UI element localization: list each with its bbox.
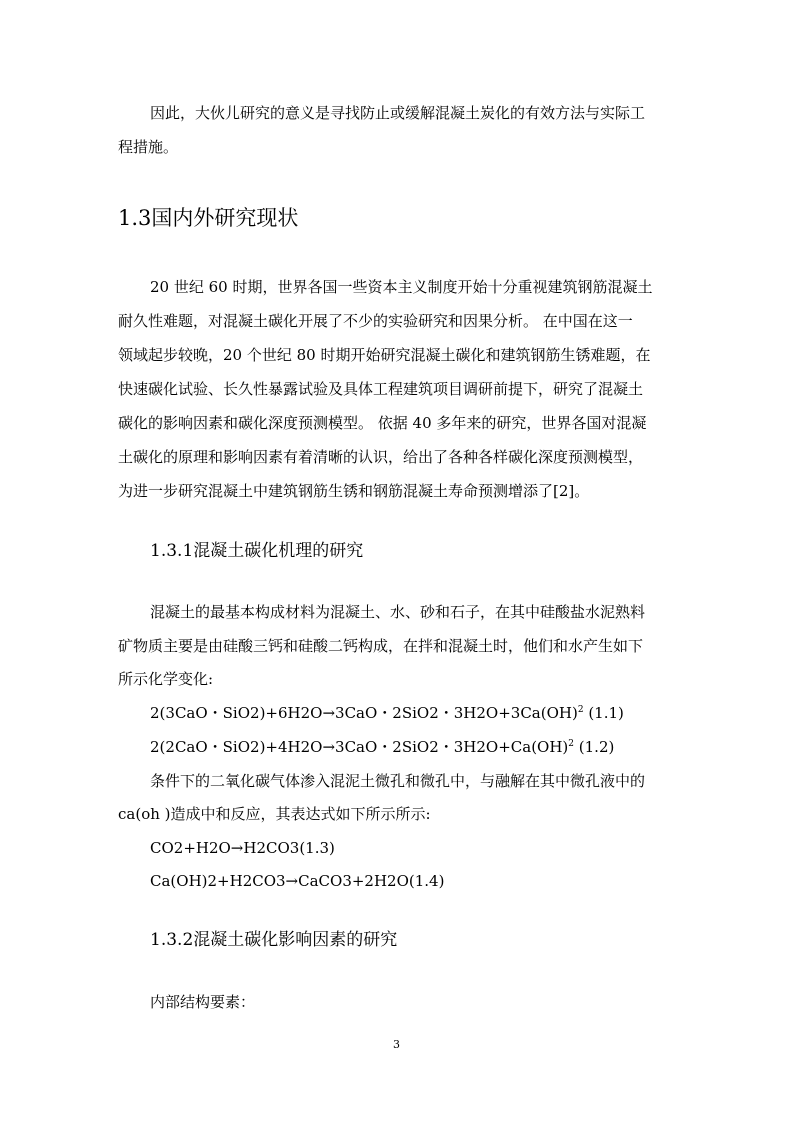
section-1-3-line: 20 世纪 60 时期，世界各国一些资本主义制度开始十分重视建筑钢筋混凝土 <box>150 278 653 296</box>
intro-line-1: 因此，大伙儿研究的意义是寻找防止或缓解混凝土炭化的有效方法与实际工 <box>150 104 646 122</box>
section-1-3-line: 耐久性难题，对混凝土碳化开展了不少的实验研究和因果分析。 在中国在这一 <box>118 312 633 330</box>
equation-1-2 <box>150 737 614 757</box>
section-1-3-line: 碳化的影响因素和碳化深度预测模型。 依据 40 多年来的研究，世界各国对混凝 <box>118 414 647 432</box>
section-1-3-1-line: 所示化学变化: <box>118 670 214 688</box>
equation-number: (1.1) <box>583 704 624 722</box>
equation-1-3: CO2+H2O→H2CO3(1.3) <box>150 839 335 857</box>
page-number: 3 <box>393 1038 400 1051</box>
section-heading-1-3-2: 1.3.2混凝土碳化影响因素的研究 <box>150 930 398 950</box>
section-1-3-1-line: ca(oh )造成中和反应，其表达式如下所示所示: <box>118 805 431 823</box>
equation-number: (1.2) <box>574 738 615 756</box>
intro-line-2: 程措施。 <box>118 138 179 156</box>
equation-superscript: 2 <box>577 705 584 715</box>
section-1-3-1-line: 条件下的二氧化碳气体渗入混泥土微孔和微孔中，与融解在其中微孔液中的 <box>150 772 646 790</box>
equation-superscript: 2 <box>568 739 575 749</box>
section-heading-1-3: 1.3国内外研究现状 <box>118 206 299 230</box>
section-heading-1-3-1: 1.3.1混凝土碳化机理的研究 <box>150 541 364 561</box>
equation-1-1 <box>150 703 624 723</box>
equation-text: 2(3CaO・SiO2)+6H2O→3CaO・2SiO2・3H2O+3Ca(OH) <box>150 704 578 722</box>
section-1-3-line: 快速碳化试验、长久性暴露试验及具体工程建筑项目调研前提下，研究了混凝土 <box>118 380 644 398</box>
section-1-3-2-line: 内部结构要素： <box>150 993 256 1011</box>
section-1-3-line: 领域起步较晚，20 个世纪 80 时期开始研究混凝土碳化和建筑钢筋生锈难题，在 <box>118 346 651 364</box>
section-1-3-line: 土碳化的原理和影响因素有着清晰的认识，给出了各种各样碳化深度预测模型， <box>118 448 644 466</box>
section-1-3-line: 为进一步研究混凝土中建筑钢筋生锈和钢筋混凝土寿命预测增添了[2]。 <box>118 482 590 500</box>
equation-text: 2(2CaO・SiO2)+4H2O→3CaO・2SiO2・3H2O+Ca(OH) <box>150 738 569 756</box>
section-1-3-1-line: 混凝土的最基本构成材料为混凝土、水、砂和石子，在其中硅酸盐水泥熟料 <box>150 603 646 621</box>
section-1-3-1-line: 矿物质主要是由硅酸三钙和硅酸二钙构成，在拌和混凝土时，他们和水产生如下 <box>118 637 644 655</box>
equation-1-4: Ca(OH)2+H2CO3→CaCO3+2H2O(1.4) <box>150 872 445 890</box>
